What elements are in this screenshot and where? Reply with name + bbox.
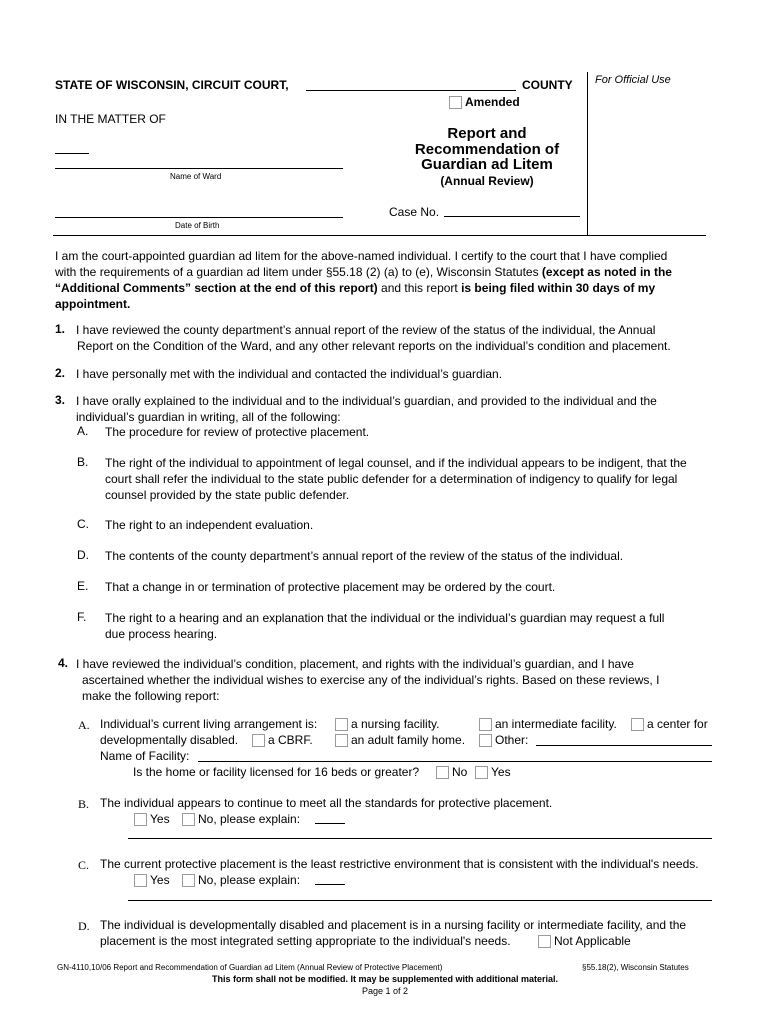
other-field[interactable]	[536, 733, 712, 746]
opt-nursing[interactable]	[335, 717, 439, 731]
form-id: GN-4110,10/06 Report and Recommendation of Guardian ad Litem (Annual Review of Protective Placement)	[57, 963, 443, 972]
intro-bold-4: appointment.	[55, 297, 131, 311]
item-4-number: 4.	[58, 656, 69, 670]
opt-intermediate[interactable]	[479, 717, 617, 731]
item-2-number: 2.	[55, 366, 66, 380]
afh-label: an adult family home.	[351, 733, 466, 747]
sec-4b-no-label: No, please explain:	[198, 812, 301, 826]
amended-checkbox[interactable]	[449, 96, 462, 109]
sub-3d-line-1: The contents of the county department’s annual report of the review of the status of the individual.	[105, 549, 624, 563]
intro-bold-3: “Additional Comments” section at the end of this report)	[55, 281, 378, 295]
sub-3e-letter: E.	[77, 579, 89, 593]
sub-3f-line-1: The right to a hearing and an explanation that the individual or the individual’s guardian may request a full	[105, 611, 665, 625]
licensed-question: Is the home or facility licensed for 16 beds or greater?	[133, 765, 420, 779]
center-checkbox[interactable]	[631, 718, 644, 731]
sec-4d-line-1: The individual is developmentally disabled and placement is in a nursing facility or intermediate facility, and the	[100, 918, 687, 932]
item-1-text	[76, 322, 671, 354]
court-label: STATE OF WISCONSIN, CIRCUIT COURT,	[55, 78, 289, 92]
intro-text-3: and this report	[381, 281, 458, 295]
sub-3c-letter: C.	[77, 517, 89, 531]
item-4-text	[76, 656, 659, 704]
center-label: a center for	[647, 717, 708, 731]
sec-4b-yes-label: Yes	[150, 812, 170, 826]
nursing-checkbox[interactable]	[335, 718, 348, 731]
statute-ref: §55.18(2), Wisconsin Statutes	[582, 963, 689, 972]
title-line-3: Guardian ad Litem	[421, 156, 553, 173]
title-line-1: Report and	[447, 125, 527, 142]
title-line-2: Recommendation of	[414, 141, 560, 158]
item-1-line-2: Report on the Condition of the Ward, and any other relevant reports on the individual’s condition and placement.	[77, 339, 671, 353]
sub-3a-text	[105, 424, 369, 440]
sec-4d-letter: D.	[78, 919, 90, 933]
sub-3b-line-3: counsel provided by the state public defender.	[105, 488, 350, 502]
sec-4d-line-2-text: placement is the most integrated setting appropriate to the individual's needs.	[100, 934, 511, 948]
sec-4c-letter: C.	[78, 858, 90, 872]
sec-4c-no-label: No, please explain:	[198, 873, 301, 887]
intro-line-2	[55, 264, 672, 280]
intro-bold-2: (except as noted in the	[541, 265, 672, 279]
sec-4b-yes-option[interactable]	[134, 812, 170, 826]
sec-4c-explain-line[interactable]	[128, 900, 712, 901]
sec-4b-no-option[interactable]	[182, 812, 300, 826]
licensed-yes-option[interactable]	[475, 765, 511, 779]
item-1-number: 1.	[55, 322, 66, 336]
ward-name-field[interactable]	[55, 168, 343, 169]
sec-4c-explain-short[interactable]	[315, 884, 345, 885]
matter-label: IN THE MATTER OF	[55, 112, 166, 126]
cbrf-label: a CBRF.	[268, 733, 313, 747]
sub-3b-line-2: court shall refer the individual to the state public defender for a determination of indigency to qualify for legal	[105, 472, 678, 486]
sub-3c-text	[105, 517, 313, 533]
licensed-no-label: No	[452, 765, 468, 779]
sec-4c-yes-checkbox[interactable]	[134, 874, 147, 887]
header-divider	[587, 72, 588, 235]
intro-text-2: with the requirements of a guardian ad litem under §55.18 (2) (a) to (e), Wisconsin Statutes	[55, 265, 539, 279]
sub-3a-line-1: The procedure for review of protective placement.	[105, 425, 370, 439]
sec-4c-text: The current protective placement is the least restrictive environment that is consistent with the individual's needs.	[100, 857, 699, 871]
official-use-label: For Official Use	[595, 74, 671, 86]
item-3-number: 3.	[55, 393, 66, 407]
licensed-no-option[interactable]	[436, 765, 467, 779]
intro-paragraph	[55, 248, 672, 312]
not-applicable-label: Not Applicable	[554, 934, 631, 948]
item-4-line-2: ascertained whether the individual wishes to exercise any of the individual’s rights. Based on these reviews, I	[82, 673, 660, 687]
case-no-label: Case No.	[389, 205, 440, 219]
sub-3b-line-1: The right of the individual to appointment of legal counsel, and if the individual appears to be indigent, that the	[105, 456, 687, 470]
sec-4b-text: The individual appears to continue to meet all the standards for protective placement.	[100, 796, 553, 810]
sub-3b-letter: B.	[77, 455, 89, 469]
other-checkbox[interactable]	[479, 734, 492, 747]
footer-notice: This form shall not be modified. It may be supplemented with additional material.	[211, 974, 559, 984]
not-applicable-checkbox[interactable]	[538, 935, 551, 948]
sub-3c-line-1: The right to an independent evaluation.	[105, 518, 314, 532]
dob-caption: Date of Birth	[175, 221, 220, 230]
afh-checkbox[interactable]	[335, 734, 348, 747]
sec-4a-letter: A.	[78, 718, 90, 732]
sub-3d-text	[105, 548, 623, 564]
sub-3e-text	[105, 579, 555, 595]
sec-4b-no-checkbox[interactable]	[182, 813, 195, 826]
amended-label: Amended	[465, 95, 520, 109]
licensed-yes-label: Yes	[491, 765, 511, 779]
sec-4d-na-option[interactable]	[538, 934, 631, 948]
item-4-line-3: make the following report:	[82, 689, 220, 703]
cbrf-checkbox[interactable]	[252, 734, 265, 747]
sec-4c-yes-label: Yes	[150, 873, 170, 887]
sub-3e-line-1: That a change in or termination of protective placement may be ordered by the court.	[105, 580, 556, 594]
item-3-line-1: I have orally explained to the individual and to the individual’s guardian, and provided to the individual and the	[76, 394, 657, 408]
page-number: Page 1 of 2	[361, 986, 409, 996]
item-1-line-1: I have reviewed the county department’s annual report of the review of the status of the individual, the Annual	[76, 323, 656, 337]
sub-3f-text	[105, 610, 664, 642]
sec-4c-no-checkbox[interactable]	[182, 874, 195, 887]
item-4-line-1: I have reviewed the individual’s condition, placement, and rights with the individual’s guardian, and I have	[76, 657, 634, 671]
title-subtitle: (Annual Review)	[440, 174, 534, 188]
sec-4b-explain-short[interactable]	[315, 823, 345, 824]
ward-caption: Name of Ward	[170, 172, 222, 181]
sec-4b-explain-line[interactable]	[128, 838, 712, 839]
opt-center[interactable]	[631, 717, 708, 731]
intro-line-4	[55, 296, 672, 312]
facility-name-label: Name of Facility:	[100, 749, 190, 763]
opt-other[interactable]	[479, 733, 528, 747]
other-label: Other:	[495, 733, 529, 747]
county-name-field[interactable]	[306, 78, 516, 91]
sub-3d-letter: D.	[77, 548, 89, 562]
matter-short-field[interactable]	[55, 153, 89, 154]
sub-3f-letter: F.	[77, 610, 87, 624]
opt-afh[interactable]	[335, 733, 465, 747]
intro-line-1: I am the court-appointed guardian ad litem for the above-named individual. I certify to the court that I have complied	[55, 249, 668, 263]
sec-4a-line-2: developmentally disabled.	[100, 733, 239, 747]
opt-cbrf[interactable]	[252, 733, 313, 747]
licensed-yes-checkbox[interactable]	[475, 766, 488, 779]
item-3-text	[76, 393, 657, 425]
item-3-line-2: individual’s guardian in writing, all of the following:	[76, 410, 341, 424]
sec-4d-line-2	[100, 934, 511, 948]
facility-name-field[interactable]	[198, 749, 712, 762]
sec-4b-letter: B.	[78, 797, 90, 811]
dob-field[interactable]	[55, 217, 343, 218]
sub-3f-line-2: due process hearing.	[105, 627, 218, 641]
sec-4b-yes-checkbox[interactable]	[134, 813, 147, 826]
sub-3a-letter: A.	[77, 424, 89, 438]
licensed-no-checkbox[interactable]	[436, 766, 449, 779]
sub-3b-text	[105, 455, 687, 503]
sec-4c-no-option[interactable]	[182, 873, 300, 887]
intermediate-checkbox[interactable]	[479, 718, 492, 731]
case-no-field[interactable]	[444, 204, 580, 217]
sec-4a-line-1	[100, 717, 317, 731]
sec-4c-yes-option[interactable]	[134, 873, 170, 887]
county-label: COUNTY	[522, 78, 573, 92]
nursing-label: a nursing facility.	[351, 717, 440, 731]
header-bottom-rule	[53, 235, 706, 236]
intro-line-3	[55, 280, 672, 296]
amended-option[interactable]	[449, 95, 520, 109]
intro-bold-3b: is being filed within 30 days of my	[461, 281, 656, 295]
intermediate-label: an intermediate facility.	[495, 717, 617, 731]
living-arrangement-lead: Individual’s current living arrangement is:	[100, 717, 318, 731]
item-2-text: I have personally met with the individual and contacted the individual’s guardian.	[76, 367, 503, 381]
